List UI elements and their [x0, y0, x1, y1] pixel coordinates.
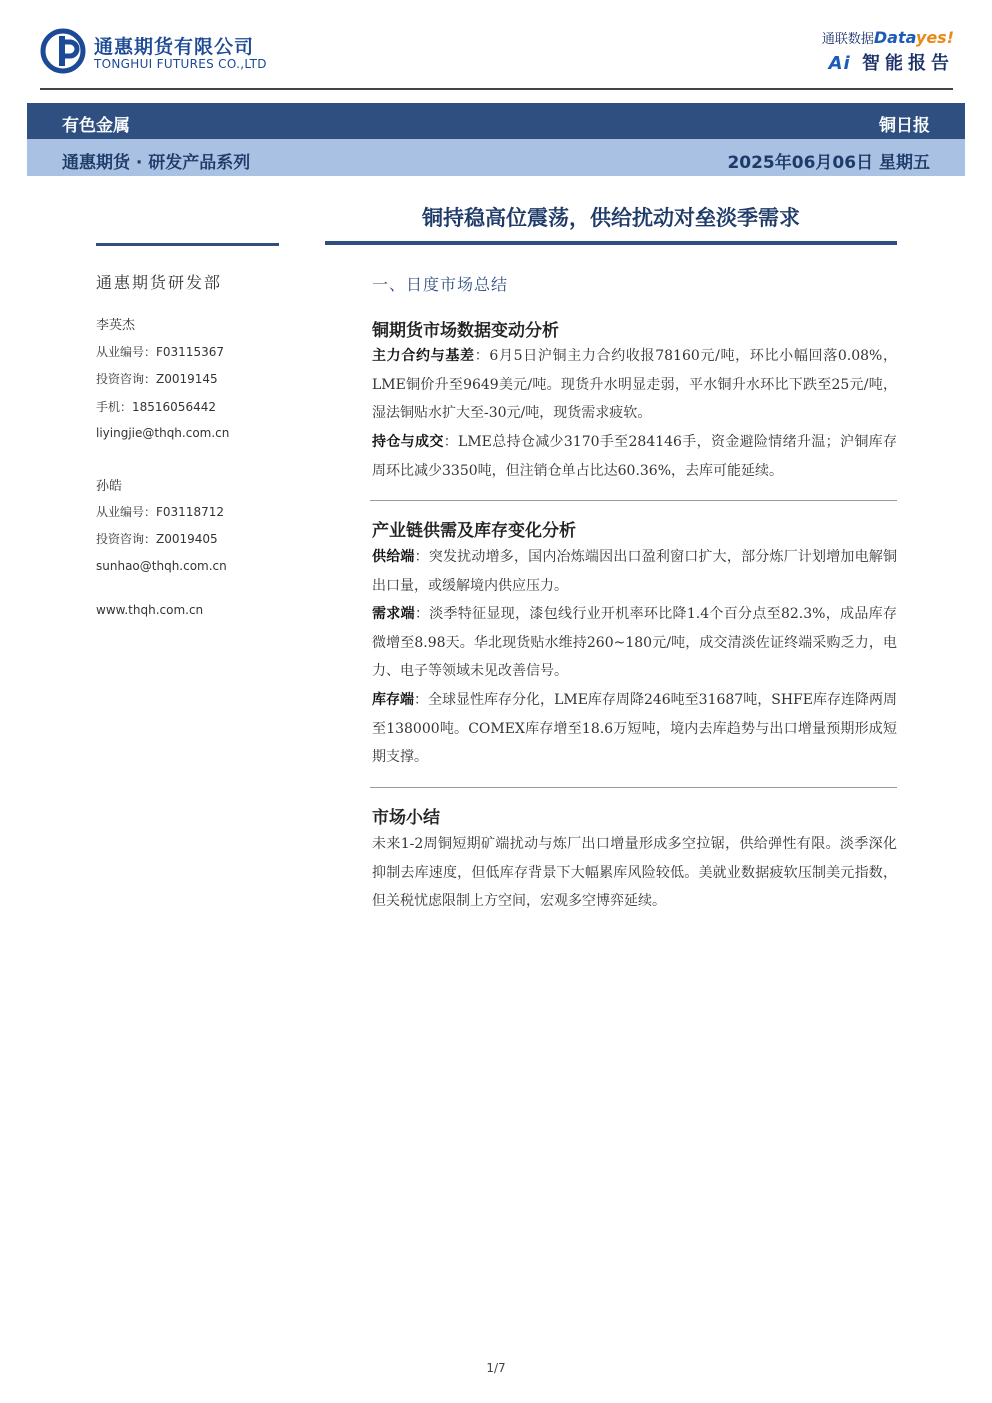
paragraph — [372, 600, 897, 686]
para-label: 需求端 — [372, 606, 415, 622]
analyst-consult: 投资咨询：Z0019145 — [96, 372, 218, 386]
header-divider — [40, 88, 953, 90]
datayes-brand — [822, 28, 954, 75]
paragraph — [372, 543, 897, 600]
analyst-consult: 投资咨询：Z0019405 — [96, 532, 218, 546]
block-heading: 铜期货市场数据变动分析 — [372, 321, 559, 341]
category-label: 有色金属 — [62, 116, 130, 136]
paragraph — [372, 686, 897, 772]
para-label: 供给端 — [372, 549, 415, 565]
sidebar-rule — [96, 243, 279, 246]
block-heading: 市场小结 — [372, 808, 440, 828]
analyst-name: 孙皓 — [96, 479, 123, 494]
analyst-license: 从业编号：F03118712 — [96, 505, 224, 519]
brand-ai-mark: Ai — [828, 53, 851, 74]
series-label: 通惠期货 · 研发产品系列 — [62, 153, 251, 173]
paragraph — [372, 428, 897, 485]
para-text: 未来1-2周铜短期矿端扰动与炼厂出口增量形成多空拉锯，供给弹性有限。淡季深化抑制去库速度，但低库存背景下大幅累库风险较低。美就业数据疲软压制美元指数，但关税忧虑限制上方空间，宏观多空博弈延续。 — [372, 836, 897, 910]
para-text: ：淡季特征显现，漆包线行业开机率环比降1.4个百分点至82.3%，成品库存微增至8.98天。华北现货贴水维持260~180元/吨，成交清淡佐证终端采购乏力，电力、电子等领域未见改善信号。 — [372, 606, 897, 680]
block-heading: 产业链供需及库存变化分析 — [372, 521, 576, 541]
company-name-cn: 通惠期货有限公司 — [94, 36, 255, 58]
analyst-phone: 手机：18516056442 — [96, 400, 216, 414]
report-type-label: 铜日报 — [879, 116, 930, 136]
section-divider — [370, 500, 897, 501]
report-title: 铜持稳高位震荡，供给扰动对垒淡季需求 — [422, 206, 800, 230]
category-band — [27, 103, 965, 139]
para-label: 持仓与成交 — [372, 434, 444, 450]
para-text: ：LME总持仓减少3170手至284146手，资金避险情绪升温；沪铜库存周环比减少3350吨，但注销仓单占比达60.36%，去库可能延续。 — [372, 434, 897, 479]
analyst-email[interactable]: liyingjie@thqh.com.cn — [96, 426, 230, 440]
brand-report: 智能报告 — [862, 53, 954, 74]
company-logo — [40, 26, 340, 82]
para-label: 主力合约与基差 — [372, 348, 475, 364]
page-number: 1/7 — [486, 1361, 506, 1375]
company-logo-icon — [40, 28, 86, 74]
report-date: 2025年06月06日 星期五 — [727, 153, 930, 173]
brand-data: Data — [873, 28, 916, 47]
department-name: 通惠期货研发部 — [96, 273, 223, 292]
title-underline — [325, 241, 897, 245]
section-title: 一、日度市场总结 — [372, 275, 509, 294]
company-name-en: TONGHUI FUTURES CO.,LTD — [94, 57, 267, 71]
para-text: ：突发扰动增多，国内冶炼端因出口盈利窗口扩大，部分炼厂计划增加电解铜出口量，或缓解境内供应压力。 — [372, 549, 898, 594]
series-band — [27, 139, 965, 176]
analyst-name: 李英杰 — [96, 318, 136, 333]
analyst-email[interactable]: sunhao@thqh.com.cn — [96, 559, 227, 573]
brand-prefix: 通联数据 — [821, 32, 874, 47]
section-divider — [370, 787, 897, 788]
para-label: 库存端 — [372, 692, 415, 708]
para-text: ：全球显性库存分化，LME库存周降246吨至31687吨，SHFE库存连降两周至138000吨。COMEX库存增至18.6万短吨，境内去库趋势与出口增量预期形成短期支撑。 — [372, 692, 897, 766]
para-text: ：6月5日沪铜主力合约收报78160元/吨，环比小幅回落0.08%，LME铜价升至9649美元/吨。现货升水明显走弱，平水铜升水环比下跌至25元/吨，湿法铜贴水扩大至-30元/吨，现货需求疲软。 — [372, 348, 898, 422]
brand-yes: yes! — [915, 28, 954, 47]
analyst-license: 从业编号：F03115367 — [96, 345, 224, 359]
paragraph — [372, 830, 897, 916]
website-link[interactable]: www.thqh.com.cn — [96, 603, 204, 617]
paragraph — [372, 342, 897, 428]
